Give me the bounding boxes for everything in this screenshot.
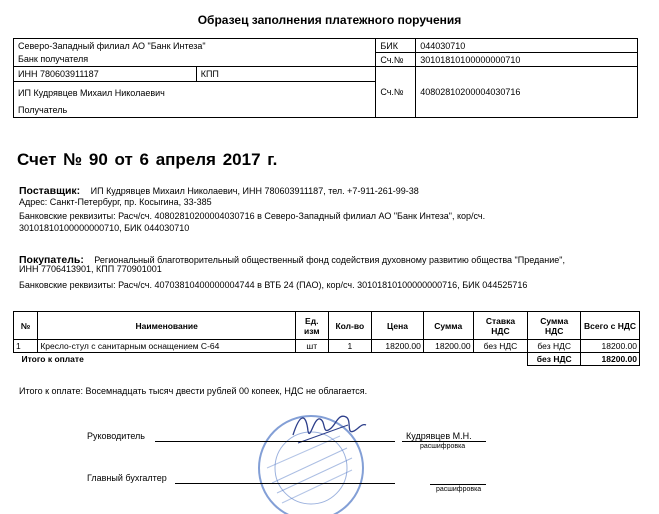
bank-name: Северо-Западный филиал АО "Банк Интеза" (14, 39, 376, 53)
table-cell: шт (296, 340, 328, 353)
table-cell: 1 (14, 340, 38, 353)
recipient-bank-label: Банк получателя (14, 53, 376, 67)
buyer-info1: Региональный благотворительный общественный фонд содействия духовному развитию общества "Предание", (94, 255, 565, 265)
bik-label: БИК (376, 39, 416, 53)
supplier-bank-line1: Банковские реквизиты: Расч/сч. 40802810200004030716 в Северо-Западный филиал АО "Банк Интеза", кор/сч. (19, 211, 486, 221)
bik-value: 044030710 (416, 39, 638, 53)
total-in-words: Итого к оплате: Восемнадцать тысяч двести рублей 00 копеек, НДС не облагается. (19, 386, 368, 396)
col-header: Ставка НДС (473, 312, 528, 340)
col-header: Цена (372, 312, 424, 340)
accountant-sign-line (175, 483, 395, 484)
col-header: Сумма НДС (528, 312, 581, 340)
director-sign-line (155, 441, 395, 442)
buyer-bank-line: Банковские реквизиты: Расч/сч. 40703810400000004744 в ВТБ 24 (ПАО), кор/сч. 30101810100000000716, БИК 044525716 (19, 280, 528, 290)
table-cell: без НДС (473, 340, 528, 353)
total-vat: без НДС (528, 353, 581, 366)
table-cell: без НДС (528, 340, 581, 353)
supplier-bank-line2: 30101810100000000710, БИК 044030710 (19, 223, 190, 233)
col-header: Сумма (423, 312, 473, 340)
payee-name: ИП Кудрявцев Михаил Николаевич (14, 82, 376, 104)
payee-acc-label: Сч.№ (376, 67, 416, 118)
table-cell: 18200.00 (372, 340, 424, 353)
kpp-label: КПП (196, 67, 376, 82)
table-cell: 18200.00 (423, 340, 473, 353)
corr-acc-label: Сч.№ (376, 53, 416, 67)
buyer-info2: ИНН 7706413901, КПП 770901001 (19, 264, 162, 274)
inn-label: ИНН 780603911187 (14, 67, 197, 82)
buyer-label: Покупатель: (19, 254, 84, 266)
signature-icon (288, 405, 368, 450)
accountant-decoding: расшифровка (436, 486, 482, 493)
total-row (14, 353, 640, 366)
table-cell: Кресло-стул с санитарным оснащением С-64 (38, 340, 296, 353)
col-header: № (14, 312, 38, 340)
col-header: Ед. изм (296, 312, 328, 340)
total-sum: 18200.00 (581, 353, 640, 366)
supplier-info: ИП Кудрявцев Михаил Николаевич, ИНН 780603911187, тел. +7-911-261-99-38 (90, 186, 419, 196)
supplier-address: Адрес: Санкт-Петербург, пр. Косыгина, 33-385 (19, 197, 212, 207)
accountant-name-line (430, 484, 486, 485)
payee-label: Получатель (14, 104, 376, 118)
invoice-title: Счет № 90 от 6 апреля 2017 г. (17, 150, 278, 169)
table-cell: 18200.00 (581, 340, 640, 353)
corr-acc-value: 30101810100000000710 (416, 53, 638, 67)
col-header: Кол-во (328, 312, 372, 340)
director-decoding: расшифровка (420, 443, 466, 450)
table-row (14, 340, 640, 353)
director-name-line (402, 441, 486, 442)
table-cell: 1 (328, 340, 372, 353)
supplier-label: Поставщик: (19, 185, 81, 197)
col-header: Всего с НДС (581, 312, 640, 340)
director-label: Руководитель (87, 431, 145, 441)
page-title: Образец заполнения платежного поручения (197, 13, 462, 27)
col-header: Наименование (38, 312, 296, 340)
items-table (13, 311, 640, 366)
payee-acc-value: 40802810200004030716 (416, 67, 638, 118)
accountant-label: Главный бухгалтер (87, 473, 167, 483)
director-name: Кудрявцев М.Н. (406, 431, 472, 441)
bank-details-table (13, 38, 638, 118)
total-label: Итого к оплате (21, 354, 84, 365)
